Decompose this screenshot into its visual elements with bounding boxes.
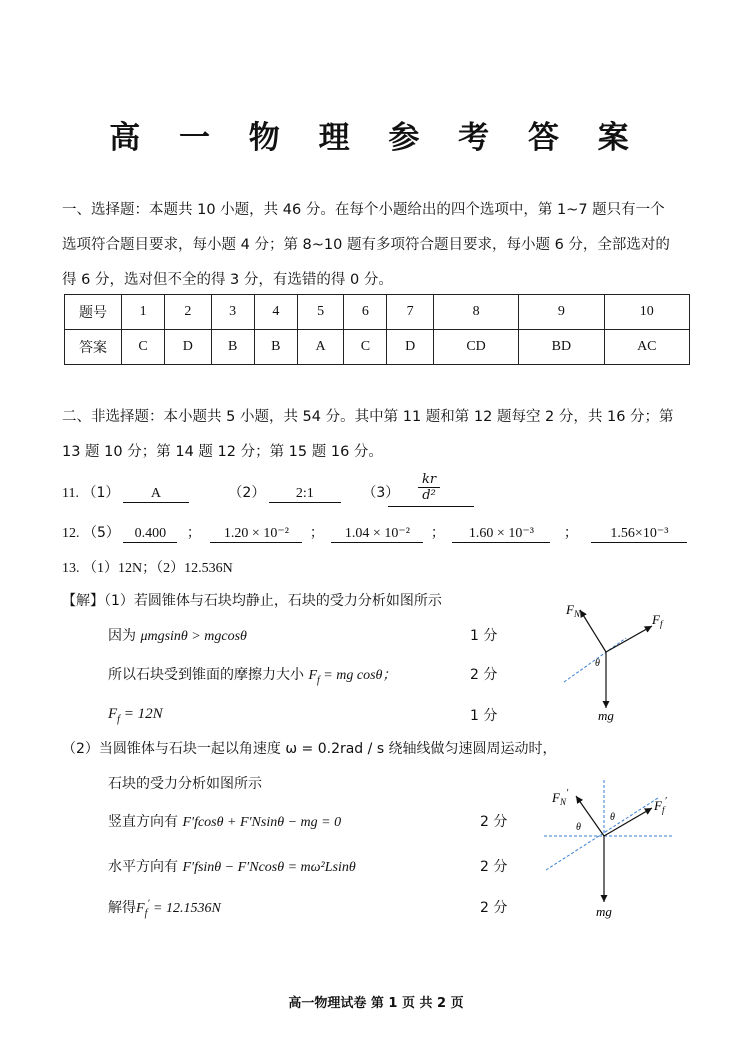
eq6-rest: = 12.1536N <box>149 901 221 916</box>
section1-line3: 得 6 分，选对但不全的得 3 分，有选错的得 0 分。 <box>62 272 393 288</box>
theta-label-right: θ <box>610 812 615 823</box>
table-cell: 9 <box>519 295 604 330</box>
eq2-subscript: f <box>317 674 320 686</box>
q12-separator: ； <box>563 525 578 541</box>
page-title: 高 一 物 理 参 考 答 案 <box>109 120 643 156</box>
table-cell: AC <box>604 330 689 365</box>
eq4-points: 2 分 <box>480 814 508 830</box>
q12-separator: ； <box>430 525 445 541</box>
eq3-symbol: F <box>108 706 118 722</box>
section2-line2: 13 题 10 分；第 14 题 12 分；第 15 题 16 分。 <box>62 444 383 460</box>
q13-eq6 <box>108 897 221 919</box>
q12-answer5: 1.56×10⁻³ <box>591 525 687 543</box>
eq4-formula: F′fcosθ + F′Nsinθ − mg = 0 <box>182 815 342 830</box>
table-cell: 4 <box>254 295 297 330</box>
q13-part2-intro: （2）当圆锥体与石块一起以角速度 ω = 0.2rad / s 绕轴线做匀速圆周运动时， <box>62 741 557 757</box>
table-cell: C <box>344 330 387 365</box>
q13-eq5 <box>108 856 356 876</box>
table-cell: BD <box>519 330 604 365</box>
q13-part1-intro <box>62 590 442 610</box>
q11-part2-label: （2） <box>228 485 266 501</box>
table-cell: 5 <box>297 295 343 330</box>
table-cell: 7 <box>387 295 433 330</box>
friction-force-arrow <box>606 626 652 652</box>
q12-separator: ； <box>186 525 201 541</box>
q12-answer4: 1.60 × 10⁻³ <box>452 525 550 543</box>
theta-label-left: θ <box>576 822 581 833</box>
table-cell: B <box>211 330 254 365</box>
eq3-subscript: f <box>117 714 120 725</box>
q11-line <box>62 482 399 503</box>
table-cell: A <box>297 330 343 365</box>
eq1-prefix: 因为 <box>108 628 136 644</box>
eq2-prefix: 所以石块受到锥面的摩擦力大小 <box>108 667 304 683</box>
eq5-formula: F′fsinθ − F′Ncosθ = mω²Lsinθ <box>182 860 356 875</box>
table-cell: B <box>254 330 297 365</box>
eq1-points: 1 分 <box>470 628 498 644</box>
table-cell: 1 <box>122 295 165 330</box>
mg-label: mg <box>598 708 614 723</box>
eq6-points: 2 分 <box>480 900 508 916</box>
section1-line2: 选项符合题目要求，每小题 4 分；第 8~10 题有多项符合题目要求，每小题 6 分，全部选对的 <box>62 237 670 253</box>
answer-table <box>64 294 690 365</box>
table-header-number: 题号 <box>65 295 122 330</box>
q11-answer2: 2:1 <box>269 486 341 503</box>
q11-number: 11. <box>62 486 79 501</box>
eq2-rest: = mg cosθ； <box>319 668 397 683</box>
q12-answer1: 0.400 <box>123 526 177 543</box>
table-cell: 2 <box>165 295 211 330</box>
section1-line1: 一、选择题：本题共 10 小题，共 46 分。在每个小题给出的四个选项中，第 1~7 题只有一个 <box>62 202 665 218</box>
mg-label: mg <box>596 904 612 919</box>
q12-separator: ； <box>309 525 324 541</box>
eq1-formula: μmgsinθ > mgcosθ <box>140 629 247 644</box>
q11-answer3-underline <box>388 472 474 507</box>
fraction-denominator: d² <box>422 488 436 503</box>
eq2-symbol: F <box>308 668 318 683</box>
eq6-superscript: ′ <box>147 898 150 910</box>
page-footer: 高一物理试卷 第 1 页 共 2 页 <box>288 996 464 1011</box>
table-cell: 10 <box>604 295 689 330</box>
eq6-prefix: 解得 <box>108 900 136 916</box>
table-cell: 8 <box>433 295 518 330</box>
table-cell: 3 <box>211 295 254 330</box>
eq5-points: 2 分 <box>480 859 508 875</box>
q12-label: （5） <box>83 525 120 541</box>
table-cell: C <box>122 330 165 365</box>
solution-label: 【解】 <box>62 593 104 609</box>
force-diagram-2 <box>540 774 690 924</box>
q13-eq3 <box>108 704 163 725</box>
q11-answer1: A <box>123 486 189 503</box>
q12-number: 12. <box>62 526 80 541</box>
eq3-points: 1 分 <box>470 708 498 724</box>
ff-label: $F_f'$ <box>654 796 667 815</box>
fn-label: $F_N'$ <box>552 788 569 807</box>
eq3-rest: = 12N <box>119 706 163 722</box>
force-diagram-1 <box>540 596 690 726</box>
part1-intro-text: （1）若圆锥体与石块均静止，石块的受力分析如图所示 <box>104 593 442 609</box>
q12-line <box>62 522 687 543</box>
table-row <box>65 330 690 365</box>
theta-label: θ <box>595 658 600 669</box>
eq4-prefix: 竖直方向有 <box>108 814 178 830</box>
section2-line1: 二、非选择题：本小题共 5 小题，共 54 分。其中第 11 题和第 12 题每空 2 分，共 16 分；第 <box>62 409 674 425</box>
fn-label: $F_N$ <box>566 602 580 619</box>
table-cell: D <box>165 330 211 365</box>
normal-force-arrow <box>580 610 606 652</box>
table-row <box>65 295 690 330</box>
q11-part1-label: （1） <box>82 485 120 501</box>
table-cell: 6 <box>344 295 387 330</box>
q11-part3-label: （3） <box>362 485 400 501</box>
q13-part2-intro2: 石块的受力分析如图所示 <box>108 776 262 792</box>
fraction-numerator: kr <box>418 472 440 488</box>
q13-eq4 <box>108 811 341 831</box>
eq6-subscript: f <box>144 907 148 919</box>
table-cell: D <box>387 330 433 365</box>
eq5-prefix: 水平方向有 <box>108 859 178 875</box>
q13-eq2 <box>108 664 396 686</box>
q13-eq1 <box>108 625 247 645</box>
q12-answer2: 1.20 × 10⁻² <box>210 525 302 543</box>
ff-label: $F_f$ <box>652 612 663 629</box>
q11-answer3-fraction <box>418 472 440 503</box>
table-header-answer: 答案 <box>65 330 122 365</box>
eq6-symbol: F <box>136 901 145 916</box>
table-cell: CD <box>433 330 518 365</box>
q13-answer-line: 13. （1）12N；（2）12.536N <box>62 561 233 576</box>
q12-answer3: 1.04 × 10⁻² <box>331 525 423 543</box>
eq2-points: 2 分 <box>470 667 498 683</box>
